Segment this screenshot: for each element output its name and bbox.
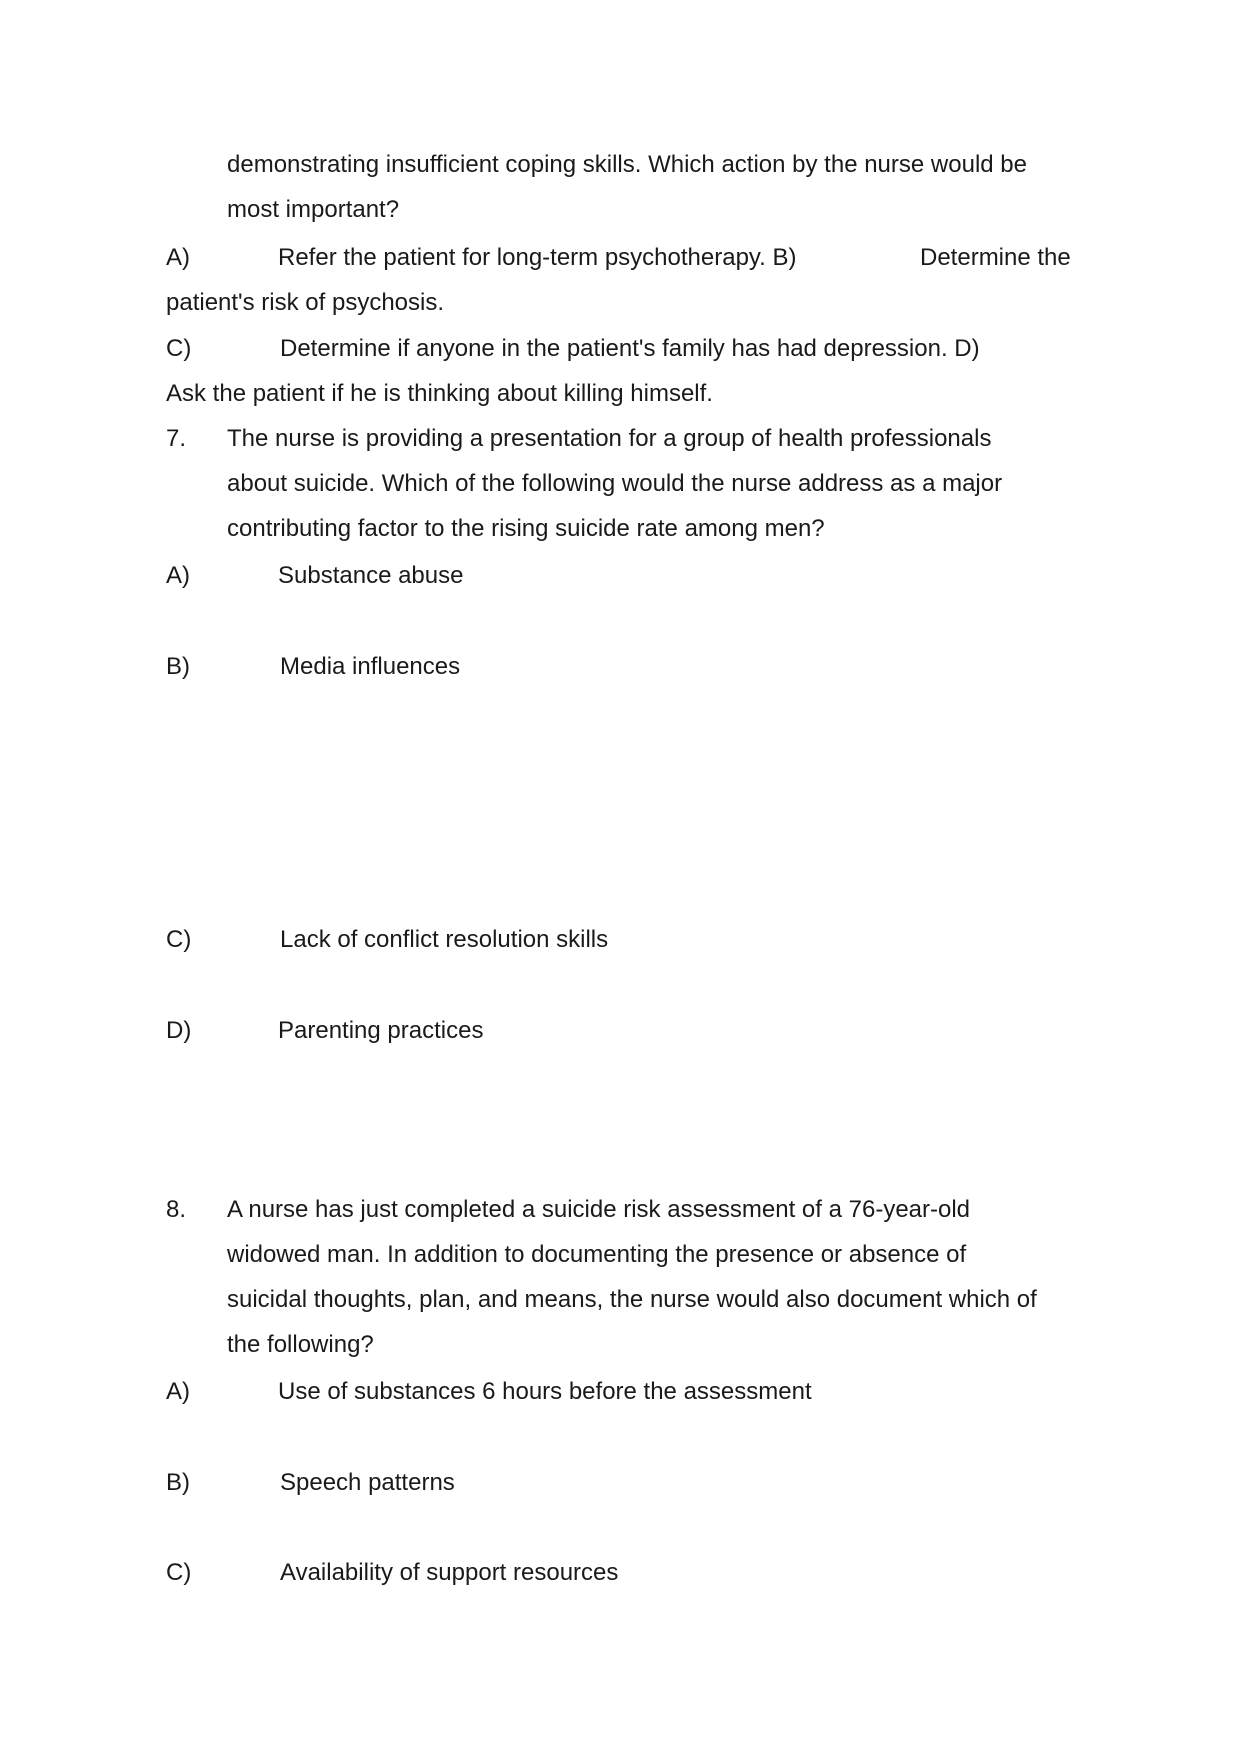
q7-stem-line-2: about suicide. Which of the following would the nurse address as a major <box>227 470 1003 497</box>
q7-stem-line-1: The nurse is providing a presentation for a group of health professionals <box>227 425 992 452</box>
q7-option-c-text: Lack of conflict resolution skills <box>280 926 609 953</box>
q6-option-b-text-cont: patient's risk of psychosis. <box>166 289 445 316</box>
q8-option-b-text: Speech patterns <box>280 1469 455 1496</box>
q8-option-c-text: Availability of support resources <box>280 1559 619 1586</box>
q8-stem-line-3: suicidal thoughts, plan, and means, the nurse would also document which of <box>227 1286 1037 1313</box>
q8-option-a-label: A) <box>166 1378 190 1405</box>
q6-option-b-text-start: Determine the <box>920 244 1071 271</box>
q7-number: 7. <box>166 425 187 452</box>
q8-number: 8. <box>166 1196 187 1223</box>
q6-stem-line-1: demonstrating insufficient coping skills. Which action by the nurse would be <box>227 151 1027 178</box>
q7-option-a-label: A) <box>166 562 190 589</box>
q7-option-d-label: D) <box>166 1017 192 1044</box>
q7-option-b-label: B) <box>166 653 190 680</box>
q7-option-c-label: C) <box>166 926 192 953</box>
q7-option-a-text: Substance abuse <box>278 562 464 589</box>
q6-option-c-label: C) <box>166 335 192 362</box>
q8-stem-line-1: A nurse has just completed a suicide risk assessment of a 76-year-old <box>227 1196 971 1223</box>
q7-option-d-text: Parenting practices <box>278 1017 484 1044</box>
q8-option-c-label: C) <box>166 1559 192 1586</box>
q6-option-a-text: Refer the patient for long-term psychotherapy. B) <box>278 244 797 271</box>
q7-option-b-text: Media influences <box>280 653 461 680</box>
q6-option-d-text: Ask the patient if he is thinking about killing himself. <box>166 380 713 407</box>
q6-option-a-label: A) <box>166 244 190 271</box>
q8-stem-line-4: the following? <box>227 1331 374 1358</box>
q7-stem-line-3: contributing factor to the rising suicide rate among men? <box>227 515 825 542</box>
q8-option-a-text: Use of substances 6 hours before the assessment <box>278 1378 812 1405</box>
q6-option-c-text: Determine if anyone in the patient's family has had depression. D) <box>280 335 980 362</box>
q8-stem-line-2: widowed man. In addition to documenting the presence or absence of <box>227 1241 967 1268</box>
q8-option-b-label: B) <box>166 1469 190 1496</box>
q6-stem-line-2: most important? <box>227 196 400 223</box>
